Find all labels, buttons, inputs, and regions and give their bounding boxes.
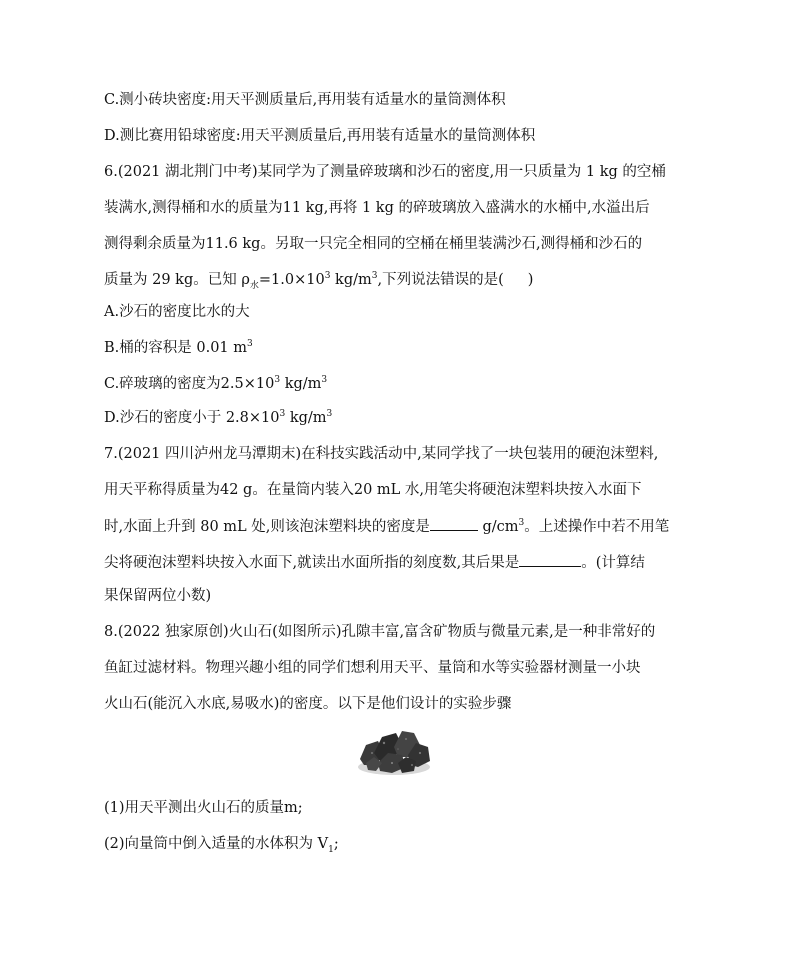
option-c-q5: C.测小砖块密度:用天平测质量后,再用装有适量水的量筒测体积 — [104, 92, 506, 108]
option-a-q6: A.沙石的密度比水的大 — [104, 304, 250, 320]
subscript: 水 — [249, 280, 259, 291]
superscript: 3 — [247, 339, 253, 350]
option-d-q5: D.测比赛用铅球密度:用天平测质量后,再用装有适量水的量筒测体积 — [104, 128, 536, 144]
text-segment: 质量为 29 kg。已知 ρ — [104, 272, 250, 288]
text-segment: kg/m — [285, 410, 327, 426]
text-segment: ; — [333, 836, 339, 852]
question-6-line-4 — [104, 270, 533, 290]
text-segment: 尖将硬泡沫塑料块按入水面下,就读出水面所指的刻度数,其后果是 — [104, 555, 520, 571]
text-segment: 。上述操作中若不用笔 — [524, 519, 670, 535]
text-segment: g/cm — [477, 519, 519, 535]
volcanic-rock-image — [354, 723, 434, 778]
question-8-line-2: 鱼缸过滤材料。物理兴趣小组的同学们想利用天平、量筒和水等实验器材测量一小块 — [104, 660, 641, 676]
question-6-line-3: 测得剩余质量为11.6 kg。另取一只完全相同的空桶在桶里装满沙石,测得桶和沙石的 — [104, 236, 643, 252]
text-segment: B.桶的容积是 0.01 m — [104, 340, 248, 356]
text-segment: kg/m — [330, 272, 372, 288]
question-6-line-1: 6.(2021 湖北荆门中考)某同学为了测量碎玻璃和沙石的密度,用一只质量为 1 kg 的空桶 — [104, 164, 666, 180]
question-7-line-5: 果保留两位小数) — [104, 588, 212, 604]
question-8-line-1: 8.(2022 独家原创)火山石(如图所示)孔隙丰富,富含矿物质与微量元素,是一种非常好的 — [104, 624, 656, 640]
option-b-q6 — [104, 338, 253, 358]
question-7-line-1: 7.(2021 四川泸州龙马潭期末)在科技实践活动中,某同学找了一块包装用的硬泡沫塑料, — [104, 446, 659, 462]
question-7-line-3 — [104, 516, 669, 537]
superscript: 3 — [326, 409, 333, 420]
step-1: (1)用天平测出火山石的质量m; — [104, 800, 303, 816]
text-segment: 。(计算结 — [581, 555, 645, 571]
text-segment: D.沙石的密度小于 2.8×10 — [104, 410, 280, 426]
text-segment: ) — [527, 272, 534, 288]
superscript: 3 — [274, 375, 281, 386]
superscript: 3 — [518, 518, 525, 529]
superscript: 3 — [279, 409, 286, 420]
question-8-line-3: 火山石(能沉入水底,易吸水)的密度。以下是他们设计的实验步骤 — [104, 696, 512, 712]
text-segment: C.碎玻璃的密度为2.5×10 — [104, 376, 275, 392]
answer-blank-consequence — [519, 552, 581, 567]
superscript: 3 — [321, 375, 328, 386]
text-segment: (2)向量筒中倒入适量的水体积为 V — [104, 836, 329, 852]
text-segment: 时,水面上升到 80 mL 处,则该泡沫塑料块的密度是 — [104, 519, 430, 535]
question-6-line-2: 装满水,测得桶和水的质量为11 kg,再将 1 kg 的碎玻璃放入盛满水的水桶中,水溢出后 — [104, 200, 650, 216]
answer-blank-density — [430, 516, 478, 531]
question-7-line-4 — [104, 552, 645, 573]
text-segment: kg/m — [280, 376, 322, 392]
subscript: 1 — [328, 844, 334, 855]
text-segment: =1.0×10 — [258, 272, 325, 288]
option-c-q6 — [104, 374, 327, 394]
text-segment: ,下列说法错误的是( — [377, 272, 504, 288]
step-2 — [104, 834, 339, 854]
superscript: 3 — [371, 271, 378, 282]
question-7-line-2: 用天平称得质量为42 g。在量筒内装入20 mL 水,用笔尖将硬泡沫塑料块按入水面下 — [104, 482, 642, 498]
superscript: 3 — [324, 271, 331, 282]
option-d-q6 — [104, 408, 332, 428]
